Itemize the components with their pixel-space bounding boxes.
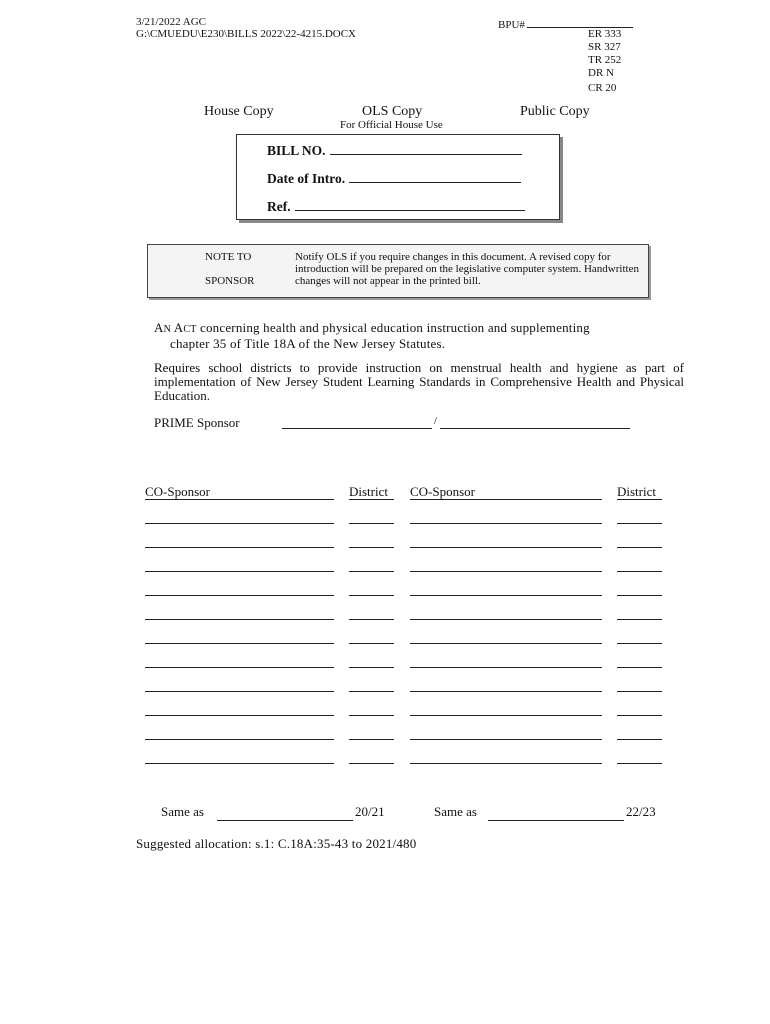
cosponsor-line-left[interactable] xyxy=(145,619,334,620)
cosponsor-line-right[interactable] xyxy=(410,667,602,668)
district-line-right[interactable] xyxy=(617,643,662,644)
ref-row xyxy=(267,198,525,215)
prime-sponsor-line-2 xyxy=(440,428,630,429)
cosponsor-line-right[interactable] xyxy=(410,643,602,644)
note-text: Notify OLS if you require changes in this document. A revised copy for introduction will be prepared on the legislative computer system. Handwritten changes will not appear in the printed bill. xyxy=(295,251,639,287)
district-line-left[interactable] xyxy=(349,739,394,740)
cosponsor-line-left[interactable] xyxy=(145,739,334,740)
cosponsor-line-left[interactable] xyxy=(145,691,334,692)
code-sr: SR 327 xyxy=(588,41,621,53)
cosponsor-line-left[interactable] xyxy=(145,523,334,524)
cosponsor-header-2: CO-Sponsor xyxy=(410,484,476,499)
cosponsor-header-1-underline xyxy=(145,499,334,500)
code-list xyxy=(588,28,621,95)
cosponsor-line-right[interactable] xyxy=(410,619,602,620)
district-line-left[interactable] xyxy=(349,691,394,692)
date-intro-label: Date of Intro. xyxy=(267,171,346,186)
date-intro-row xyxy=(267,170,521,187)
public-copy-label: Public Copy xyxy=(520,104,590,119)
cosponsor-line-right[interactable] xyxy=(410,715,602,716)
act-title xyxy=(154,321,684,351)
cosponsor-line-left[interactable] xyxy=(145,715,334,716)
bpu-label: BPU# xyxy=(498,19,525,31)
suggested-allocation: Suggested allocation: s.1: C.18A:35-43 to 2021/480 xyxy=(136,836,417,851)
cosponsor-line-left[interactable] xyxy=(145,547,334,548)
district-line-left[interactable] xyxy=(349,547,394,548)
cosponsor-line-right[interactable] xyxy=(410,595,602,596)
same-as-label-2: Same as xyxy=(434,804,477,819)
ref-line xyxy=(295,198,525,211)
district-line-right[interactable] xyxy=(617,739,662,740)
district-line-right[interactable] xyxy=(617,619,662,620)
district-header-2: District xyxy=(617,484,656,499)
cosponsor-header-2-underline xyxy=(410,499,602,500)
district-line-right[interactable] xyxy=(617,595,662,596)
session-number-1: 20/21 xyxy=(355,804,385,819)
synopsis: Requires school districts to provide instruction on menstrual health and hygiene as part of implementation of New Jersey Student Learning Standards in Comprehensive Health and Physical Education. xyxy=(154,360,684,403)
act-act-cap: A xyxy=(173,320,184,335)
district-line-left[interactable] xyxy=(349,763,394,764)
act-act-smallcaps: CT xyxy=(183,324,197,335)
cosponsor-header-1: CO-Sponsor xyxy=(145,484,211,499)
ols-copy-subtitle: For Official House Use xyxy=(340,119,443,131)
district-line-left[interactable] xyxy=(349,571,394,572)
code-er: ER 333 xyxy=(588,28,622,40)
act-title-line1: concerning health and physical education instruction and supplementing xyxy=(199,320,590,335)
cosponsor-line-left[interactable] xyxy=(145,643,334,644)
district-line-right[interactable] xyxy=(617,763,662,764)
district-header-1: District xyxy=(349,484,388,499)
prime-sponsor-line-1 xyxy=(282,428,432,429)
note-to-sponsor-box xyxy=(147,244,649,298)
ref-label: Ref. xyxy=(267,199,291,214)
session-number-2: 22/23 xyxy=(626,804,656,819)
district-line-left[interactable] xyxy=(349,523,394,524)
cosponsor-line-right[interactable] xyxy=(410,571,602,572)
district-header-2-underline xyxy=(617,499,662,500)
bill-info-box xyxy=(236,134,560,220)
district-line-right[interactable] xyxy=(617,715,662,716)
district-line-right[interactable] xyxy=(617,523,662,524)
code-cr: CR 20 xyxy=(588,82,617,94)
note-label-line2: SPONSOR xyxy=(205,275,255,287)
district-header-1-underline xyxy=(349,499,394,500)
bpu-line xyxy=(527,16,633,28)
cosponsor-line-left[interactable] xyxy=(145,571,334,572)
district-line-right[interactable] xyxy=(617,667,662,668)
district-line-left[interactable] xyxy=(349,643,394,644)
district-line-left[interactable] xyxy=(349,667,394,668)
bill-no-line xyxy=(330,142,522,155)
cosponsor-line-right[interactable] xyxy=(410,739,602,740)
file-path: G:\CMUEDU\E230\BILLS 2022\22-4215.DOCX xyxy=(136,28,356,40)
bill-no-label: BILL NO. xyxy=(267,143,326,158)
act-title-line2: chapter 35 of Title 18A of the New Jersey Statutes. xyxy=(170,336,446,351)
same-as-label-1: Same as xyxy=(161,804,204,819)
cosponsor-line-left[interactable] xyxy=(145,595,334,596)
cosponsor-line-right[interactable] xyxy=(410,523,602,524)
ols-copy-label: OLS Copy xyxy=(362,104,423,119)
act-an-cap: A xyxy=(154,320,164,335)
house-copy-label: House Copy xyxy=(204,104,274,119)
district-line-left[interactable] xyxy=(349,715,394,716)
cosponsor-line-right[interactable] xyxy=(410,763,602,764)
cosponsor-line-right[interactable] xyxy=(410,547,602,548)
district-line-right[interactable] xyxy=(617,691,662,692)
bill-no-row xyxy=(267,142,522,159)
district-line-left[interactable] xyxy=(349,595,394,596)
cosponsor-line-right[interactable] xyxy=(410,691,602,692)
note-label-line1: NOTE TO xyxy=(205,251,252,263)
prime-sponsor-label: PRIME Sponsor xyxy=(154,415,240,430)
date-line: 3/21/2022 AGC xyxy=(136,16,206,28)
same-as-line-1 xyxy=(217,820,353,821)
code-dr: DR N xyxy=(588,67,614,79)
same-as-line-2 xyxy=(488,820,624,821)
code-tr: TR 252 xyxy=(588,54,622,66)
date-intro-line xyxy=(349,170,521,183)
act-an-smallcaps: N xyxy=(163,324,172,335)
district-line-right[interactable] xyxy=(617,547,662,548)
file-header xyxy=(136,16,356,40)
district-line-left[interactable] xyxy=(349,619,394,620)
district-line-right[interactable] xyxy=(617,571,662,572)
cosponsor-line-left[interactable] xyxy=(145,667,334,668)
prime-sponsor-separator: / xyxy=(434,415,438,427)
cosponsor-line-left[interactable] xyxy=(145,763,334,764)
